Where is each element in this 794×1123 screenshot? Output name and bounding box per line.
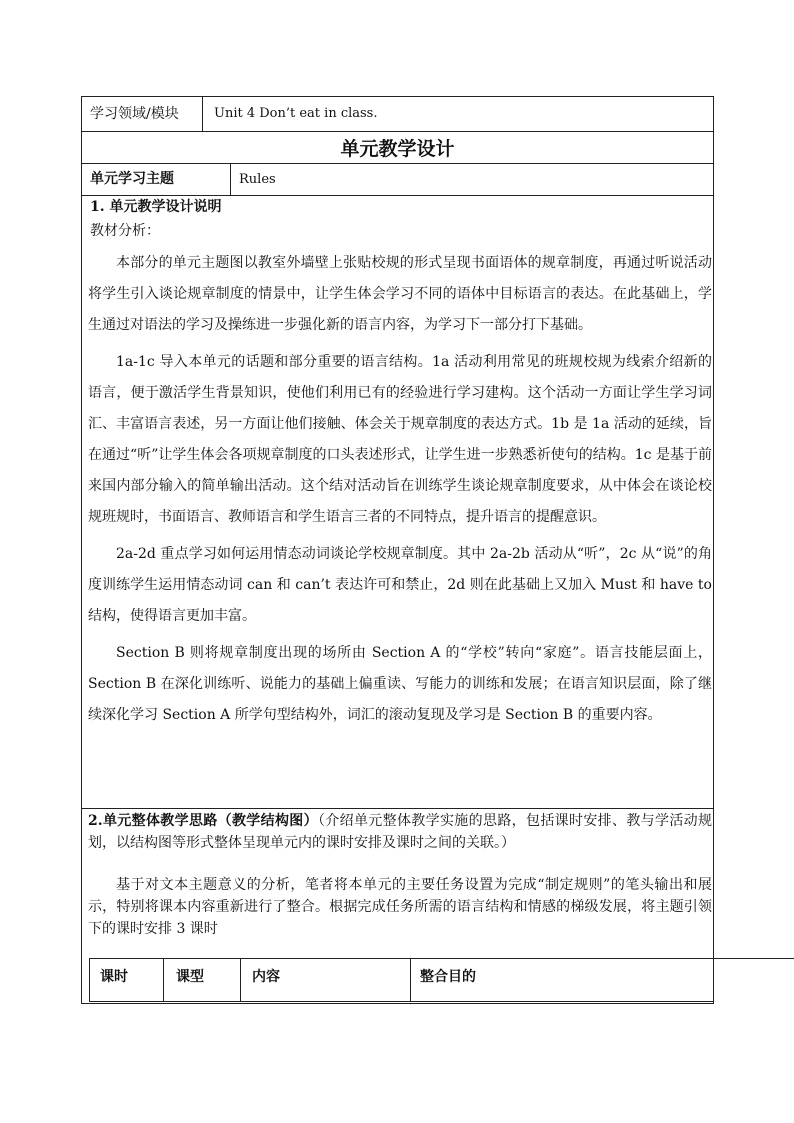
lesson-col-divider-2 [240,958,241,1001]
section1-subheading: 教材分析： [90,223,160,239]
row-divider-2 [81,163,714,164]
section1-heading: 1. 单元教学设计说明 [90,199,222,215]
theme-label: 单元学习主题 [90,171,174,187]
section2-heading-block [88,810,712,854]
theme-value: Rules [239,172,276,187]
lesson-table-left [89,958,90,1001]
field-value: Unit 4 Don’t eat in class. [214,106,378,121]
lesson-col-header: 课时 [100,969,128,985]
paragraph: 基于对文本主题意义的分析，笔者将本单元的主要任务设置为完成“制定规则”的笔头输出和展示，特别将课本内容重新进行了整合。根据完成任务所需的语言结构和情感的梯级发展，将主题引领下的课时安排 3 课时 [88,877,712,937]
lesson-col-divider-1 [163,958,164,1001]
section1-body [88,248,712,731]
lesson-table-bottom [89,1001,714,1002]
page-title: 单元教学设计 [340,138,455,160]
section2-heading-note: （介绍单元整体教学实施的思路，包括课时安排、教与学活动规划，以结构图等形式整体呈现单元内的课时安排及课时之间的关联。） [88,813,712,851]
lesson-col-header: 内容 [252,969,280,985]
paragraph: 本部分的单元主题图以教室外墙壁上张贴校规的形式呈现书面语体的规章制度，再通过听说活动将学生引入谈论规章制度的情景中，让学生体会学习不同的语体中目标语言的表达。在此基础上，学生通过对语法的学习及操练进一步强化新的语言内容，为学习下一部分打下基础。 [88,255,712,333]
row-divider-1 [81,131,714,132]
section2-body [88,874,712,940]
field-label: 学习领域/模块 [90,106,179,122]
lesson-col-divider-3 [410,958,411,1001]
paragraph: 2a-2d 重点学习如何运用情态动词谈论学校规章制度。其中 2a-2b 活动从“听”，2c 从“说”的角度训练学生运用情态动词 can 和 can’t 表达许可和禁止，2d 则在此基础上又加入 Must 和 have to 结构，使得语言更加丰富。 [88,546,712,624]
header-divider [202,96,203,132]
section2-heading: 2.单元整体教学思路（教学结构图） [88,813,318,829]
paragraph: 1a-1c 导入本单元的话题和部分重要的语言结构。1a 活动利用常见的班规校规为线索介绍新的语言，便于激活学生背景知识，使他们利用已有的经验进行学习建构。这个活动一方面让学生学习词汇、丰富语言表述，另一方面让他们接触、体会关于规章制度的表达方式。1b 是 1a 活动的延续，旨在通过“听”让学生体会各项规章制度的口头表述形式，让学生进一步熟悉祈使句的结构。1c 是基于前来国内部分输入的简单输出活动。这个结对活动旨在训练学生谈论规章制度要求，从中体会在谈论校规班规时，书面语言、教师语言和学生语言三者的不同特点，提升语言的提醒意识。 [88,354,712,525]
lesson-col-header: 课型 [176,969,204,985]
lesson-col-header: 整合目的 [420,969,476,985]
paragraph: Section B 则将规章制度出现的场所由 Section A 的“学校”转向“家庭”。语言技能层面上，Section B 在深化训练听、说能力的基础上偏重读、写能力的训练和发展；在语言知识层面，除了继续深化学习 Section A 所学句型结构外，词汇的滚动复现及学习是 Section B 的重要内容。 [88,645,712,723]
lesson-table-top [89,958,794,959]
theme-divider [230,163,231,195]
row-divider-3 [81,195,714,196]
row-divider-4 [81,808,714,809]
